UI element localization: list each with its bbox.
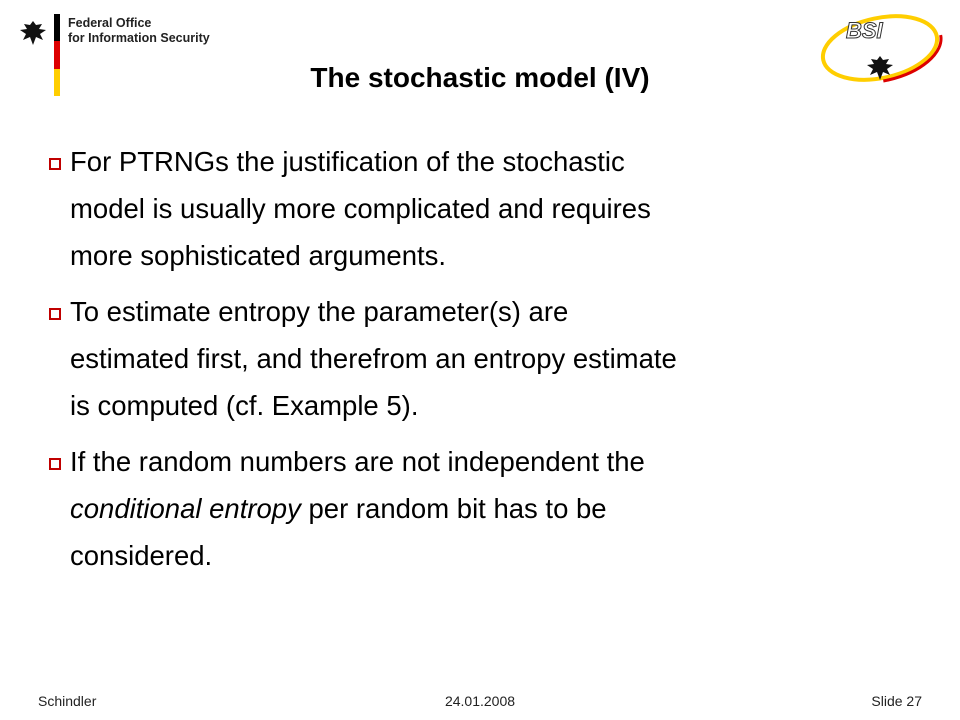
- bullet-item: [40, 438, 920, 579]
- bullet-line: considered.: [70, 540, 213, 571]
- footer-author: Schindler: [38, 693, 97, 709]
- slide-content: [40, 138, 920, 588]
- bullet-box-icon: [49, 308, 61, 320]
- org-name: [68, 16, 210, 46]
- bullet-box-icon: [49, 158, 61, 170]
- org-name-line1: Federal Office: [68, 16, 152, 30]
- footer-date: 24.01.2008: [444, 693, 516, 709]
- bullet-line: estimated first, and therefrom an entropy estimate: [70, 343, 677, 374]
- bullet-item: [40, 138, 920, 279]
- bullet-line-rest: per random bit has to be: [300, 493, 607, 524]
- bullet-item: [40, 288, 920, 429]
- slide-title: The stochastic model (IV): [310, 62, 650, 93]
- eagle-icon: [18, 18, 48, 48]
- bullet-box-icon: [49, 458, 61, 470]
- org-name-line2: for Information Security: [68, 31, 210, 45]
- bullet-line: model is usually more complicated and requires: [70, 193, 651, 224]
- emphasized-term: conditional entropy: [70, 493, 301, 524]
- footer-slide-number: Slide 27: [871, 693, 922, 709]
- bsi-logo-text: BSI: [846, 18, 883, 43]
- bullet-line: For PTRNGs the justification of the stochastic: [70, 146, 625, 177]
- bullet-line: [70, 485, 920, 532]
- bullet-line: To estimate entropy the parameter(s) are: [70, 296, 569, 327]
- bullet-line: is computed (cf. Example 5).: [70, 390, 419, 421]
- bullet-line: If the random numbers are not independent the: [70, 446, 645, 477]
- bullet-line: more sophisticated arguments.: [70, 240, 447, 271]
